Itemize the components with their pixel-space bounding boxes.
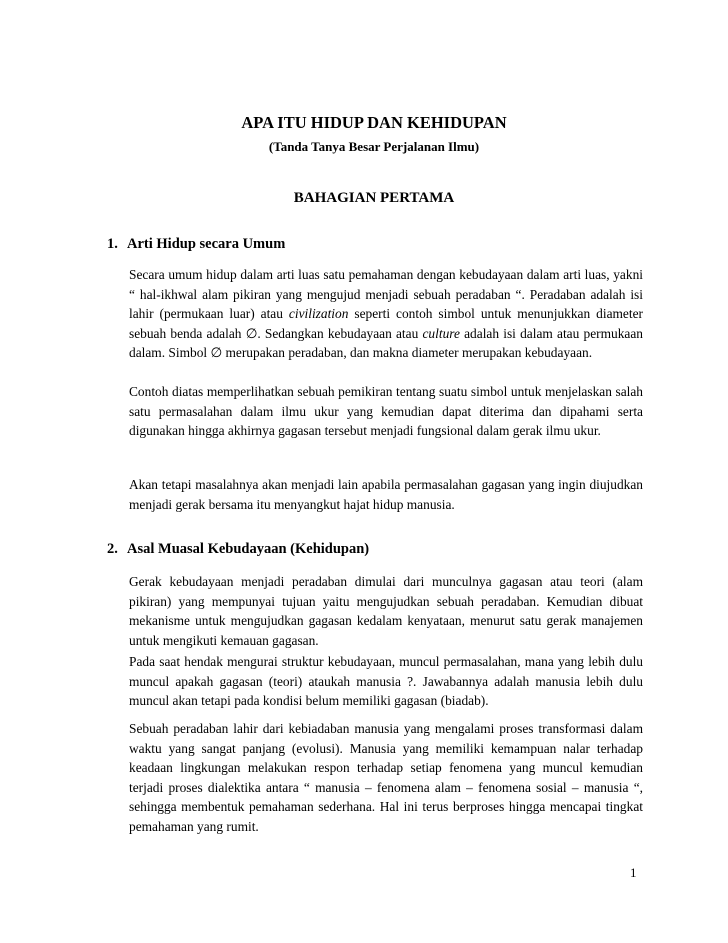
page-number: 1 bbox=[630, 865, 637, 880]
paragraph-1-1 bbox=[129, 265, 643, 363]
paragraph-1-2: Contoh diatas memperlihatkan sebuah pemikiran tentang suatu simbol untuk menjelaskan salah satu permasalahan dalam ilmu ukur yang kemudian dapat diterima dan dipahami serta digunakan hingga akhirnya gagasan tersebut menjadi fungsional dalam gerak ilmu ukur. bbox=[129, 384, 643, 438]
diameter-symbol: ∅ bbox=[210, 345, 223, 360]
document-subtitle: (Tanda Tanya Besar Perjalanan Ilmu) bbox=[268, 139, 480, 154]
section-number-1: 1. bbox=[107, 236, 118, 252]
document-title: APA ITU HIDUP DAN KEHIDUPAN bbox=[241, 113, 507, 132]
paragraph-text: merupakan peradaban, dan makna diameter merupakan kebudayaan. bbox=[222, 345, 593, 360]
paragraph-text: seperti contoh simbol untuk menunjukkan diameter sebuah benda adalah bbox=[129, 306, 643, 341]
paragraph-2-1: Gerak kebudayaan menjadi peradaban dimulai dari munculnya gagasan atau teori (alam pikiran) yang mempunyai tujuan yaitu mengujudkan sebuah peradaban. Kemudian dibuat mekanisme untuk mengujudkan gagasan kedalam kenyataan, menurut satu gerak manajemen untuk mengikuti kemauan gagasan. bbox=[129, 574, 643, 648]
section-title-2: Asal Muasal Kebudayaan (Kehidupan) bbox=[127, 541, 370, 557]
term-culture: culture bbox=[422, 325, 460, 341]
paragraph-text: adalah isi dalam atau permukaan dalam. Simbol bbox=[129, 325, 643, 360]
diameter-symbol: ∅ bbox=[245, 325, 258, 341]
section-heading-2 bbox=[107, 539, 369, 559]
part-title: BAHAGIAN PERTAMA bbox=[293, 190, 455, 206]
section-number-2: 2. bbox=[107, 541, 118, 557]
paragraph-1-3: Akan tetapi masalahnya akan menjadi lain apabila permasalahan gagasan yang ingin diujudkan menjadi gerak bersama itu menyangkut hajat hidup manusia. bbox=[129, 477, 643, 512]
term-civilization: civilization bbox=[288, 306, 349, 321]
paragraph-text: . Sedangkan kebudayaan atau bbox=[257, 325, 423, 341]
section-title-1: Arti Hidup secara Umum bbox=[127, 236, 286, 252]
section-heading-1 bbox=[107, 234, 285, 254]
paragraph-text: Secara umum hidup dalam arti luas satu pemahaman dengan kebudayaan dalam arti luas, yakni “ hal-ikhwal alam pikiran yang mengujud menjadi sebuah peradaban “. Peradaban adalah isi lahir (permukaan luar) atau bbox=[129, 267, 643, 321]
paragraph-2-2: Pada saat hendak mengurai struktur kebudayaan, muncul permasalahan, mana yang lebih dulu muncul apakah gagasan (teori) ataukah manusia ?. Jawabannya adalah manusia lebih dulu muncul akan tetapi pada kondisi belum memiliki gagasan (biadab). bbox=[129, 654, 643, 708]
paragraph-2-3: Sebuah peradaban lahir dari kebiadaban manusia yang mengalami proses transformasi dalam waktu yang sangat panjang (evolusi). Manusia yang memiliki kemampuan nalar terhadap keadaan lingkungan melakukan respon terhadap setiap fenomena yang muncul kemudian terjadi proses dialektika antara “ manusia – fenomena alam – fenomena sosial – manusia “, sehingga membentuk pemahaman sederhana. Hal ini terus berproses hingga mencapai tingkat pemahaman yang rumit. bbox=[129, 721, 643, 834]
